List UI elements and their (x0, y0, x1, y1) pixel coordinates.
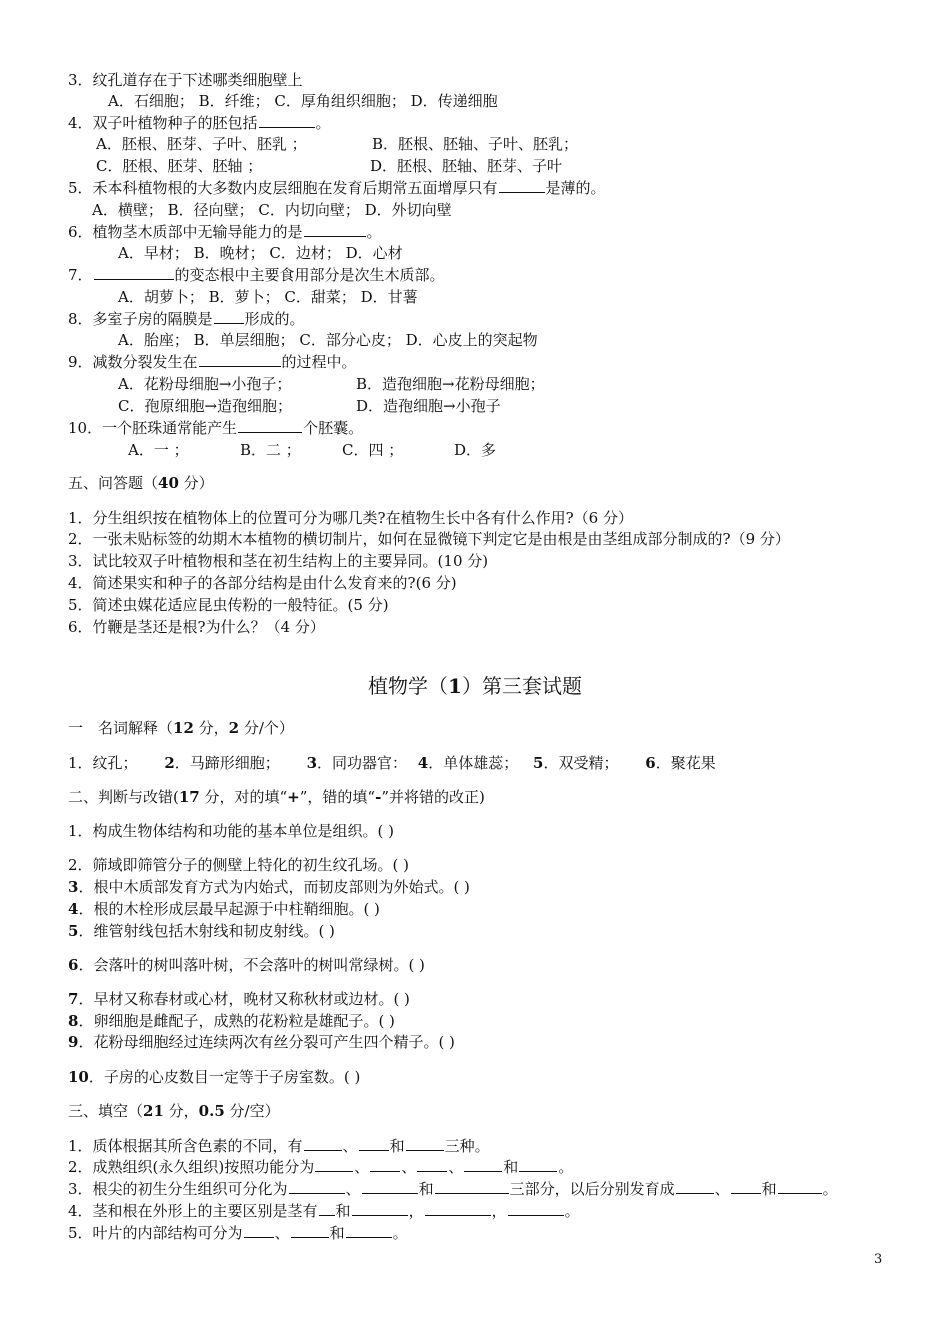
exam-title: 植物学（1）第三套试题 (368, 674, 582, 698)
blank (464, 1157, 502, 1172)
mc-q4-option-d: D．胚根、胚轴、胚芽、子叶 (370, 157, 563, 175)
tf-item-4: 4．根的木栓形成层最早起源于中柱鞘细胞。( ) (68, 900, 380, 918)
mc-q9-option-a: A．花粉母细胞→小孢子； (118, 375, 292, 393)
tf-item-2: 2．筛域即筛管分子的侧壁上特化的初生纹孔场。( ) (68, 856, 410, 874)
mc-question-6: 6．植物茎木质部中无输导能力的是 。 (68, 223, 382, 241)
blank (94, 265, 174, 280)
mc-question-10: 10．一个胚珠通常能产生 个胚囊。 (68, 419, 364, 437)
blank (304, 1136, 342, 1151)
essay-question-4: 4．简述果实和种子的各部分结构是由什么发育来的?(6 分) (68, 574, 457, 592)
mc-q10-option-a: A．一 ； (128, 441, 189, 459)
blank (319, 1201, 335, 1216)
tf-item-10: 10．子房的心皮数目一定等于子房室数。( ) (68, 1068, 361, 1086)
essay-question-6: 6．竹鞭是茎还是根?为什么？（4 分） (68, 618, 325, 636)
fill-item-3: 3．根尖的初生分生组织可分化为 、 和 三部分，以后分别发育成 、 和 。 (68, 1180, 838, 1198)
blank (359, 1136, 389, 1151)
mc-question-3: 3．纹孔道存在于下述哪类细胞壁上 (68, 71, 303, 89)
mc-q5-options: A．横壁； B．径向壁； C．内切向壁； D．外切向壁 (92, 201, 452, 219)
essay-question-2: 2．一张未贴标签的幼期木本植物的横切制片，如何在显微镜下判定它是由根是由茎组成部分制成的?（9 分） (68, 530, 790, 548)
fill-item-4: 4．茎和根在外形上的主要区别是茎有 和 ， ， 。 (68, 1202, 580, 1220)
mc-q7-options: A．胡萝卜； B．萝卜； C．甜菜； D．甘薯 (118, 288, 418, 306)
blank (214, 309, 244, 324)
mc-q3-options: A．石细胞； B．纤维； C．厚角组织细胞； D．传递细胞 (108, 92, 498, 110)
essay-question-5: 5．简述虫媒花适应昆虫传粉的一般特征。(5 分) (68, 596, 389, 614)
section-heading-essay: 五、问答题（40 分） (68, 474, 214, 492)
tf-item-5: 5．维管射线包括木射线和韧皮射线。( ) (68, 922, 335, 940)
blank (304, 222, 366, 237)
fill-item-5: 5．叶片的内部结构可分为 、 和 。 (68, 1224, 408, 1242)
page-number: 3 (874, 1252, 883, 1267)
mc-q10-option-c: C．四 ； (342, 441, 404, 459)
blank (676, 1179, 714, 1194)
blank (435, 1179, 509, 1194)
mc-q9-option-b: B．造孢细胞→花粉母细胞； (356, 375, 545, 393)
fill-item-2: 2．成熟组织(永久组织)按照功能分为 、 、 、 和 。 (68, 1158, 574, 1176)
essay-question-3: 3．试比较双子叶植物根和茎在初生结构上的主要异同。(10 分) (68, 552, 489, 570)
tf-item-3: 3．根中木质部发育方式为内始式，而韧皮部则为外始式。( ) (68, 878, 470, 896)
blank (244, 1223, 274, 1238)
mc-question-8: 8．多室子房的隔膜是 形成的。 (68, 310, 305, 328)
mc-q10-option-b: B．二 ； (240, 441, 301, 459)
mc-q9-option-c: C．孢原细胞→造孢细胞； (118, 397, 293, 415)
mc-question-9: 9．减数分裂发生在 的过程中。 (68, 353, 357, 371)
blank (508, 1201, 564, 1216)
mc-q6-options: A．早材； B．晚材； C．边材； D．心材 (118, 244, 403, 262)
mc-question-4: 4．双子叶植物种子的胚包括 。 (68, 114, 331, 132)
blank (346, 1223, 392, 1238)
terms-list: 1．纹孔； 2．马蹄形细胞； 3．同功器官： 4．单体雄蕊； 5．双受精； 6．聚花果 (68, 754, 716, 772)
mc-q4-option-a: A．胚根、胚芽、子叶、胚乳 ； (96, 135, 307, 153)
fill-item-1: 1．质体根据其所含色素的不同，有 、 和 三种。 (68, 1137, 490, 1155)
tf-item-6: 6．会落叶的树叫落叶树，不会落叶的树叫常绿树。( ) (68, 956, 425, 974)
mc-q10-option-d: D．多 (454, 441, 497, 459)
section-heading-terms: 一 名词解释（12 分，2 分/个） (68, 719, 294, 737)
blank (425, 1201, 491, 1216)
mc-q9-option-d: D．造孢细胞→小孢子 (356, 397, 501, 415)
tf-item-9: 9．花粉母细胞经过连续两次有丝分裂可产生四个精子。( ) (68, 1033, 455, 1051)
blank (519, 1157, 557, 1172)
blank (352, 1201, 408, 1216)
section-heading-fill: 三、填空（21 分，0.5 分/空） (68, 1102, 280, 1120)
blank (289, 1179, 345, 1194)
blank (238, 418, 302, 433)
mc-q4-option-b: B．胚根、胚轴、子叶、胚乳； (372, 135, 579, 153)
blank (406, 1136, 444, 1151)
blank (259, 113, 315, 128)
blank (499, 178, 545, 193)
mc-q8-options: A．胎座； B．单层细胞； C．部分心皮； D．心皮上的突起物 (118, 331, 538, 349)
mc-question-7: 7． 的变态根中主要食用部分是次生木质部。 (68, 266, 445, 284)
blank (370, 1157, 400, 1172)
blank (417, 1157, 447, 1172)
mc-question-5: 5．禾本科植物根的大多数内皮层细胞在发育后期常五面增厚只有 是薄的。 (68, 179, 606, 197)
tf-item-7: 7．早材又称春材或心材，晚材又称秋材或边材。( ) (68, 990, 410, 1008)
blank (315, 1157, 353, 1172)
blank (362, 1179, 418, 1194)
tf-item-8: 8．卵细胞是雌配子，成熟的花粉粒是雄配子。( ) (68, 1012, 395, 1030)
mc-q4-option-c: C．胚根、胚芽、胚轴 ； (96, 157, 263, 175)
essay-question-1: 1．分生组织按在植物体上的位置可分为哪几类?在植物生长中各有什么作用?（6 分） (68, 509, 633, 527)
blank (199, 352, 281, 367)
blank (291, 1223, 329, 1238)
section-heading-true-false: 二、判断与改错(17 分，对的填“+”，错的填“-”并将错的改正) (68, 788, 485, 806)
tf-item-1: 1．构成生物体结构和功能的基本单位是组织。( ) (68, 822, 395, 840)
blank (778, 1179, 822, 1194)
blank (731, 1179, 761, 1194)
